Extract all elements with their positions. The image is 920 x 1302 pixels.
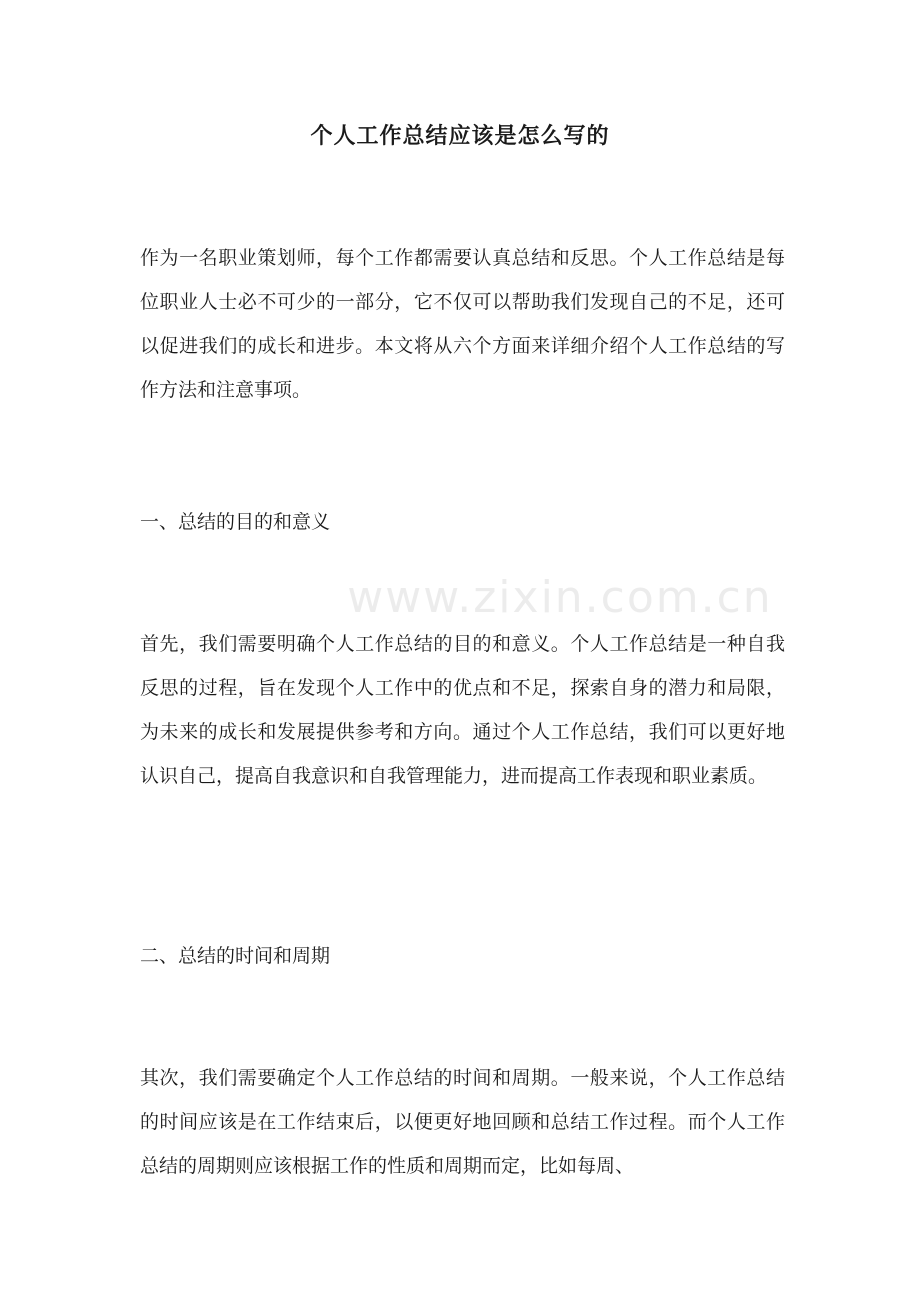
intro-paragraph: 作为一名职业策划师，每个工作都需要认真总结和反思。个人工作总结是每位职业人士必不可少的一部分，它不仅可以帮助我们发现自己的不足，还可以促进我们的成长和进步。本文将从六个方面来详细介绍个人工作总结的写作方法和注意事项。 [140,247,785,401]
section-heading-2: 二、总结的时间和周期 [140,945,331,967]
section-body-2: 其次，我们需要确定个人工作总结的时间和周期。一般来说，个人工作总结的时间应该是在工作结束后，以便更好地回顾和总结工作过程。而个人工作总结的周期则应该根据工作的性质和周期而定，比如每周、 [140,1067,785,1177]
document-title: 个人工作总结应该是怎么写的 [310,123,610,149]
section-body-1: 首先，我们需要明确个人工作总结的目的和意义。个人工作总结是一种自我反思的过程，旨在发现个人工作中的优点和不足，探索自身的潜力和局限，为未来的成长和发展提供参考和方向。通过个人工作总结，我们可以更好地认识自己，提高自我意识和自我管理能力，进而提高工作表现和职业素质。 [140,633,785,787]
watermark: www.zixin.com.cn [347,572,773,623]
section-heading-1: 一、总结的目的和意义 [140,511,331,533]
